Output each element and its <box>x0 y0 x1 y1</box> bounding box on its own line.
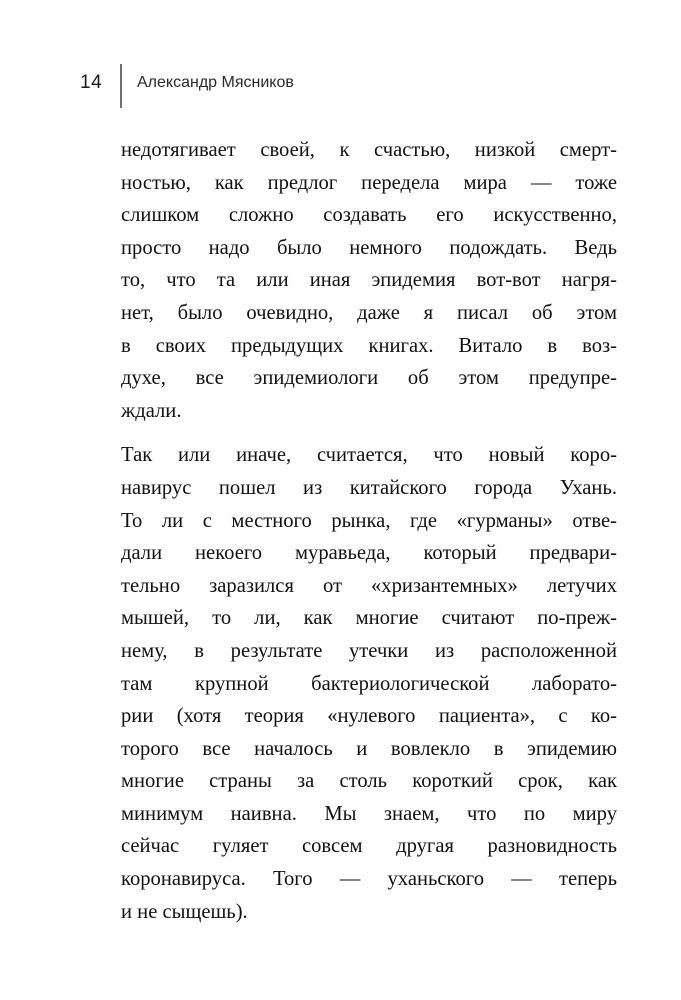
text-line: в своих предыдущих книгах. Витало в воз- <box>121 334 617 357</box>
text-line: многие страны за столь короткий срок, как <box>121 770 617 793</box>
text-line: нему, в результате утечки из расположенной <box>121 639 617 662</box>
text-line: слишком сложно создавать его искусственно, <box>121 204 617 227</box>
text-line: торого все началось и вовлекло в эпидемию <box>121 737 617 760</box>
text-line: дали некоего муравьеда, который предвари- <box>121 542 617 565</box>
text-line: ностью, как предлог передела мира — тоже <box>121 171 617 194</box>
paragraph-2 <box>121 439 617 928</box>
text-line: мышей, то ли, как многие считают по-преж- <box>121 607 617 630</box>
text-line: сейчас гуляет совсем другая разновидность <box>121 835 617 858</box>
text-line: духе, все эпидемиологи об этом предупре- <box>121 367 617 390</box>
header-divider <box>120 64 122 108</box>
body-text <box>121 134 617 928</box>
text-line: то, что та или иная эпидемия вот-вот нагря- <box>121 269 617 292</box>
running-head-author: Александр Мясников <box>137 74 294 91</box>
text-line: рии (хотя теория «нулевого пациента», с ко- <box>121 705 617 728</box>
text-line: навирус пошел из китайского города Ухань. <box>121 476 617 499</box>
text-line: ждали. <box>121 399 182 422</box>
text-line: просто надо было немного подождать. Ведь <box>121 236 617 259</box>
text-line: тельно заразился от «хризантемных» летучих <box>121 574 617 597</box>
page-number: 14 <box>80 72 103 93</box>
text-line: недотягивает своей, к счастью, низкой смерт- <box>121 139 617 161</box>
text-line: Так или иначе, считается, что новый коро- <box>121 444 617 467</box>
text-line: там крупной бактериологической лаборато- <box>121 672 617 695</box>
paragraph-1 <box>121 134 617 427</box>
text-line: То ли с местного рынка, где «гурманы» отве- <box>121 509 617 532</box>
text-line: нет, было очевидно, даже я писал об этом <box>121 301 617 324</box>
text-line: коронавируса. Того — уханьского — теперь <box>121 868 617 891</box>
text-line: и не сыщешь). <box>121 900 248 923</box>
running-head <box>80 64 580 108</box>
text-line: минимум наивна. Мы знаем, что по миру <box>121 802 617 825</box>
